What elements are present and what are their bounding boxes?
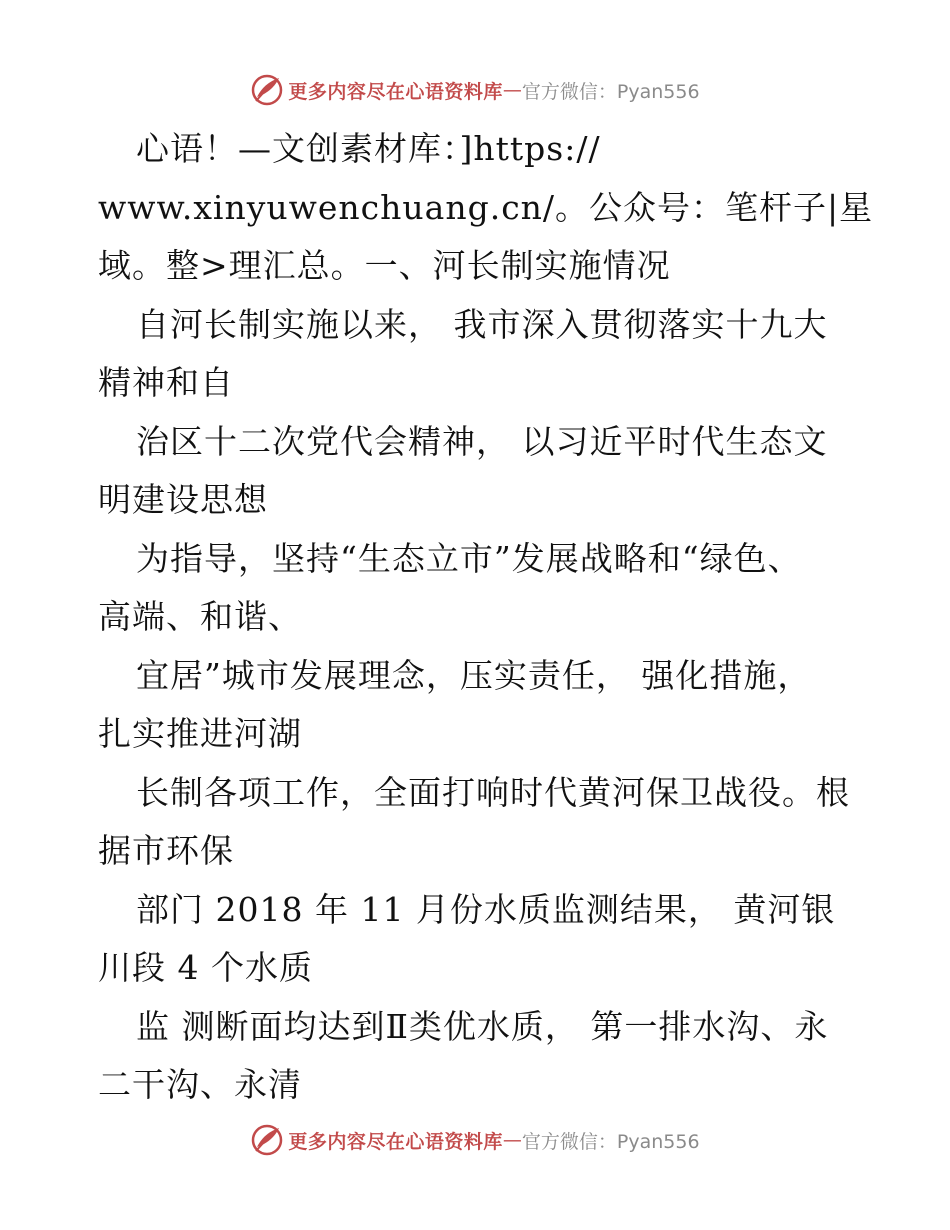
- body-line: 自河长制实施以来， 我市深入贯彻落实十九大: [136, 304, 828, 344]
- body-line: 部门 2018 年 11 月份水质监测结果， 黄河银: [136, 889, 836, 929]
- banner-wechat-text: 官方微信：Pyan556: [521, 1130, 700, 1153]
- banner-wechat-text: 官方微信：Pyan556: [521, 80, 700, 103]
- footer-banner: [0, 1120, 950, 1160]
- banner-main-text: 更多内容尽在心语资料库: [288, 1130, 503, 1153]
- quill-logo-icon: [250, 73, 284, 107]
- body-line: 精神和自: [98, 363, 234, 402]
- document-body: [98, 120, 878, 1115]
- body-line: 治区十二次党代会精神， 以习近平时代生态文: [136, 421, 828, 461]
- banner-separator: —: [502, 1129, 522, 1151]
- body-line: 域。整>理汇总。一、河长制实施情况: [98, 246, 671, 285]
- body-line: 为指导，坚持“生态立市”发展战略和“绿色、: [136, 538, 802, 578]
- body-line: 川段 4 个水质: [98, 948, 313, 987]
- body-line: 高端、和谐、: [98, 597, 302, 636]
- body-line: 心语！—文创素材库：]https://: [136, 129, 601, 168]
- body-line: 长制各项工作，全面打响时代黄河保卫战役。根: [136, 772, 850, 812]
- quill-logo-icon: [250, 1123, 284, 1157]
- body-line: www.xinyuwenchuang.cn/。公众号：笔杆子|星: [98, 187, 874, 227]
- banner-main-text: 更多内容尽在心语资料库: [288, 80, 503, 103]
- banner-separator: —: [502, 79, 522, 101]
- body-line: 宜居”城市发展理念，压实责任， 强化措施，: [136, 655, 812, 695]
- body-line: 据市环保: [98, 831, 234, 870]
- body-line: 明建设思想: [98, 480, 268, 519]
- header-banner: [0, 70, 950, 110]
- body-line: 监 测断面均达到Ⅱ类优水质， 第一排水沟、永: [136, 1006, 829, 1046]
- body-line: 二干沟、永清: [98, 1065, 302, 1104]
- body-line: 扎实推进河湖: [98, 714, 302, 753]
